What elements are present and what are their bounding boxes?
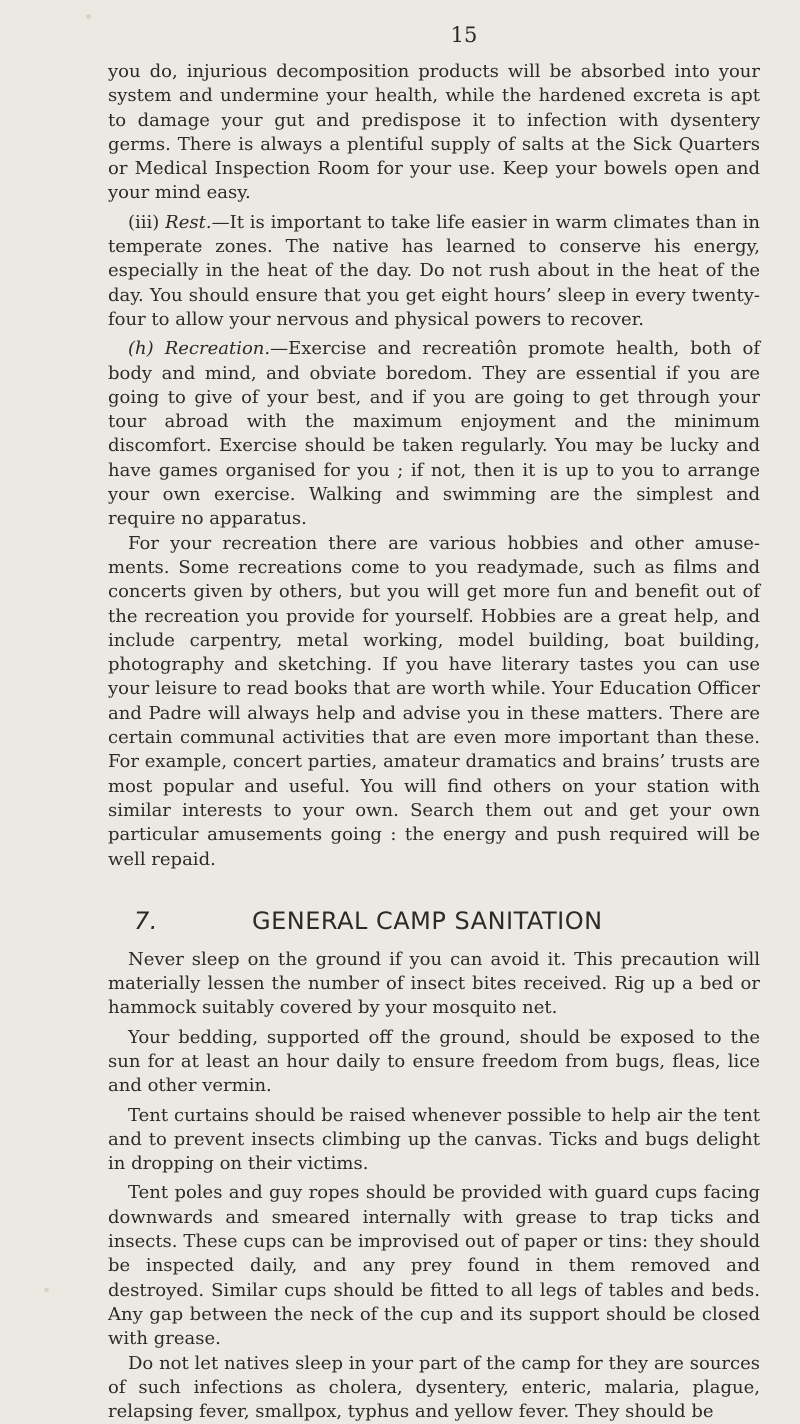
sanitation-paragraph-5: Do not let natives sleep in your part of the camp for they are sources of such infections as cholera, dysentery, enteric, malaria, plague, relapsing fever, smallpox, typhus and yellow fever. They should be [108, 1352, 760, 1423]
section-title: GENERAL CAMP SANITATION [252, 906, 603, 935]
rest-text: —It is important to take life easier in warm climates than in temperate zones. The native has learned to conserve his energy, especially in the heat of the day. Do not rush about in the heat of the day. You should ensure that you get eight hours’ sleep in every twenty-four to allow your nervous and physical powers to recover. [108, 211, 760, 330]
intro-paragraph: you do, injurious decomposition products will be absorbed into your system and undermine your health, while the hardened excreta is apt to damage your gut and predispose it to infection with dysentery germs. There is always a plentiful supply of salts at the Sick Quarters or Medical Inspection Room for your use. Keep your bowels open and your mind easy. [108, 61, 760, 204]
sanitation-paragraph-2: Your bedding, supported off the ground, should be exposed to the sun for at least an hour daily to ensure freedom from bugs, fleas, lice and other vermin. [108, 1026, 760, 1097]
sanitation-paragraph-3: Tent curtains should be raised whenever possible to help air the tent and to prevent insects climbing up the canvas. Ticks and bugs delight in dropping on their victims. [108, 1104, 760, 1175]
rest-paragraph [108, 211, 760, 332]
paper-spot [86, 14, 91, 19]
recreation-continuation: For your recreation there are various hobbies and other amuse-ments. Some recreations come to you readymade, such as films and concerts given by others, but you will get more fun and benefit out of the recreation you provide for yourself. Hobbies are a great help, and include carpentry, metal working, model building, boat building, photography and sketching. If you have literary tastes you can use your leisure to read books that are worth while. Your Education Officer and Padre will always help and advise you in these matters. There are certain communal activities that are even more important than these. For example, concert parties, amateur dramatics and brains’ trusts are most popular and useful. You will find others on your station with similar interests to your own. Search them out and get your own particular amusements going : the energy and push required will be well repaid. [108, 532, 760, 870]
recreation-paragraph [108, 337, 760, 531]
section-heading [108, 906, 760, 936]
section-number: 7. [134, 906, 158, 935]
sanitation-paragraph-4: Tent poles and guy ropes should be provided with guard cups facing downwards and smeared internally with grease to trap ticks and insects. These cups can be improvised out of paper or tins: they should be inspected daily, and any prey found in them removed and destroyed. Similar cups should be fitted to all legs of tables and beds. Any gap between the neck of the cup and its support should be closed with grease. [108, 1182, 760, 1350]
recreation-marker: (h) [128, 338, 154, 360]
paper-spot [44, 1288, 49, 1292]
rest-title: Rest. [165, 211, 212, 233]
page-number: 15 [450, 23, 478, 47]
sanitation-paragraph-1: Never sleep on the ground if you can avoid it. This precaution will materially lessen the number of insect bites received. Rig up a bed or hammock suitably covered by your mosquito net. [108, 948, 760, 1019]
recreation-text: —Exercise and recreatiôn promote health, both of body and mind, and obviate boredom. They are essential if you are going to give of your best, and if you are going to get through your tour abroad with the maximum enjoyment and the minimum discomfort. Exercise should be taken regularly. You may be lucky and have games organised for you ; if not, then it is up to you to arrange your own exercise. Walking and swimming are the simplest and require no apparatus. [108, 338, 760, 530]
rest-marker: (iii) [128, 211, 160, 233]
recreation-title: Recreation. [164, 338, 271, 360]
